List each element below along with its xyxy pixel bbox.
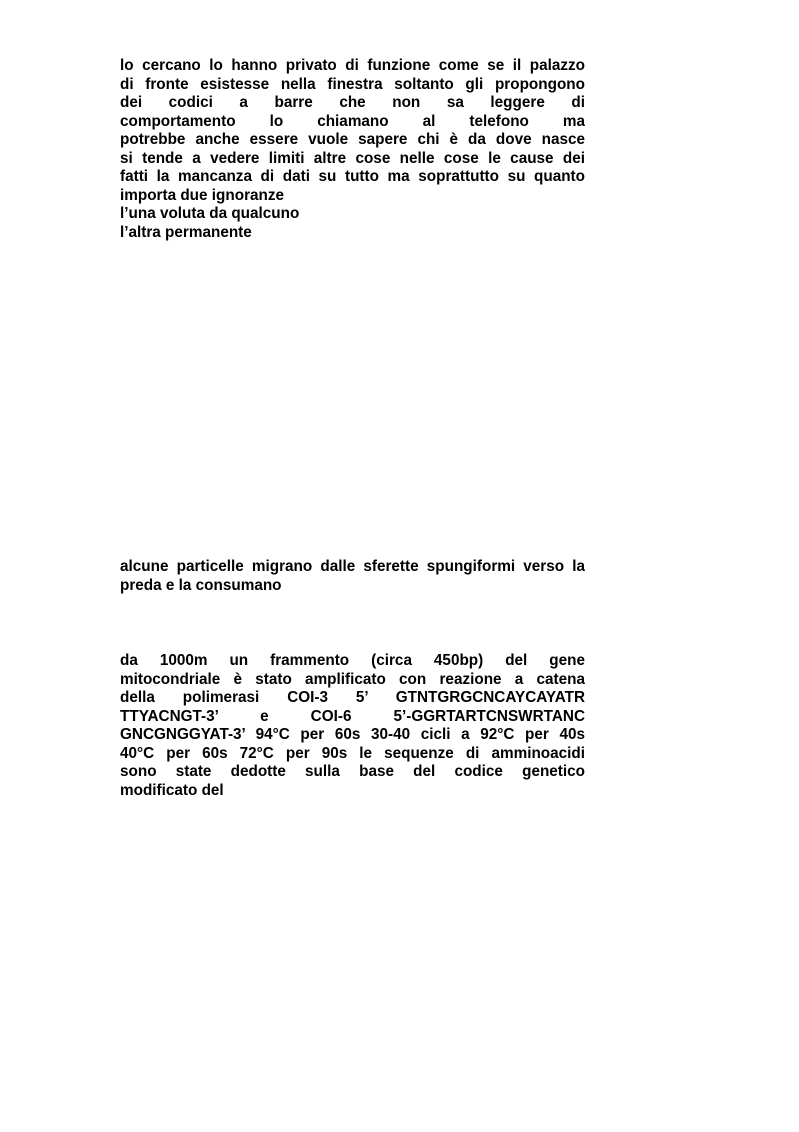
text-line: preda e la consumano: [120, 576, 282, 594]
text-line: lo cercano lo hanno privato di funzione come se il palazzo: [120, 57, 585, 74]
text-line: l’altra permanente: [120, 223, 252, 241]
text-line: l’una voluta da qualcuno: [120, 205, 300, 222]
text-line: di fronte esistesse nella finestra soltanto gli propongono: [120, 75, 585, 93]
text-line: mitocondriale è stato amplificato con reazione a catena: [120, 670, 585, 688]
text-line: alcune particelle migrano dalle sferette spungiformi verso la: [120, 558, 585, 575]
text-line: comportamento lo chiamano al telefono ma: [120, 112, 585, 130]
text-line: fatti la mancanza di dati su tutto ma soprattutto su quanto: [120, 168, 585, 185]
text-line: da 1000m un frammento (circa 450bp) del gene: [120, 652, 585, 669]
text-line: TTYACNGT-3’ e COI-6 5’-GGRTARTCNSWRTANC: [120, 707, 585, 725]
text-line: importa due ignoranze: [120, 186, 285, 204]
text-line: potrebbe anche essere vuole sapere chi è da dove nasce: [120, 131, 585, 148]
text-line: si tende a vedere limiti altre cose nelle cose le cause dei: [120, 149, 585, 167]
text-line: sono state dedotte sulla base del codice genetico: [120, 763, 585, 780]
text-line: GNCGNGGYAT-3’ 94°C per 60s 30-40 cicli a 92°C per 40s: [120, 726, 585, 743]
text-line: dei codici a barre che non sa leggere di: [120, 94, 585, 111]
text-line: modificato del: [120, 781, 224, 799]
text-line: della polimerasi COI-3 5’ GTNTGRGCNCAYCAYATR: [120, 689, 585, 706]
text-line: 40°C per 60s 72°C per 90s le sequenze di amminoacidi: [120, 744, 585, 762]
